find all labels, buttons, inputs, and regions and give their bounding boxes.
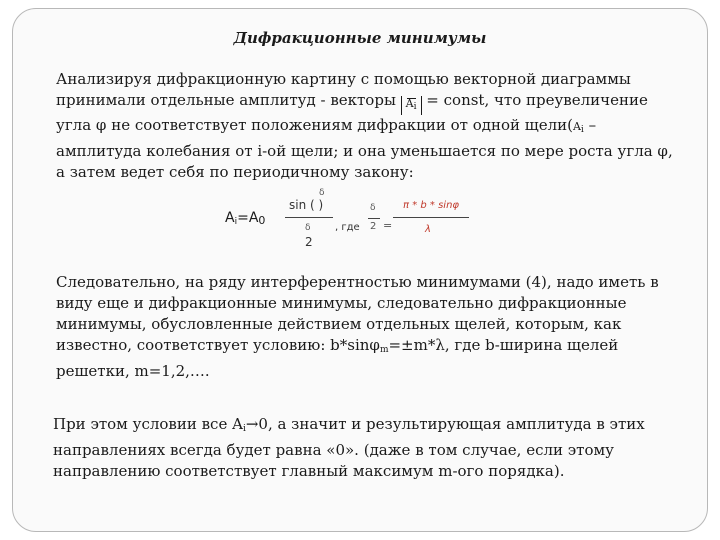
denominator-two: 2 xyxy=(305,235,313,249)
slide-title: Дифракционные минимумы xyxy=(233,29,487,47)
text-segment: угла φ не соответствует положениям дифракции от одной щели( xyxy=(56,116,573,134)
text-line xyxy=(56,115,673,141)
text-line: направлению соответствует главный максимум m-ого порядка). xyxy=(53,462,565,480)
lhs-zero-subscript: 0 xyxy=(258,214,266,227)
text-line: виду еще и дифракционные минимумы, следовательно дифракционные xyxy=(56,294,627,312)
fraction-bar xyxy=(285,217,333,218)
delta-symbol: δ xyxy=(305,223,311,233)
text-line: минимумы, обусловленные действием отдельных щелей, которым, как xyxy=(56,315,622,333)
lhs-equals: =A xyxy=(237,210,259,226)
text-segment: принимали отдельные амплитуд - векторы xyxy=(56,91,396,109)
delta-symbol: δ xyxy=(370,203,376,213)
text-line: амплитуда колебания от i-ой щели; и она уменьшается по мере роста угла φ, xyxy=(56,142,673,160)
vector-symbol: A xyxy=(405,97,414,110)
paragraph-diffraction-minima xyxy=(56,272,659,382)
text-segment: →0, а значит и результирующая амплитуда в этих xyxy=(245,415,645,433)
sin-function: sin ( ) xyxy=(289,198,324,212)
lhs-symbol: A xyxy=(225,210,235,226)
text-line: Следовательно, на ряду интерферентностью минимумами (4), надо иметь в xyxy=(56,273,659,291)
text-line xyxy=(56,90,673,115)
fraction-bar xyxy=(393,217,469,218)
paragraph-conclusion xyxy=(53,414,645,482)
vector-magnitude xyxy=(401,96,422,115)
equals-sign: = xyxy=(383,219,393,232)
text-line xyxy=(56,335,659,361)
numerator: π * b * sinφ xyxy=(403,200,460,211)
lambda-denominator: λ xyxy=(425,224,431,235)
text-segment: = const, что преувеличение xyxy=(426,91,648,109)
text-line: Анализируя дифракционную картину с помощью векторной диаграммы xyxy=(56,70,631,88)
paragraph-vector-diagram xyxy=(56,69,673,183)
text-segment: =±m*λ, где b-ширина щелей xyxy=(388,336,619,354)
fraction-bar xyxy=(368,218,380,219)
vector-subscript: i xyxy=(413,102,417,112)
i-subscript: i xyxy=(242,424,246,434)
where-label: , где xyxy=(335,222,360,233)
denominator-two: 2 xyxy=(370,221,377,232)
delta-symbol: δ xyxy=(319,188,325,198)
text-segment: известно, соответствует условию: b*sinφ xyxy=(56,336,380,354)
text-line: решетки, m=1,2,…. xyxy=(56,362,210,380)
lhs-subscript: i xyxy=(234,217,238,227)
formula-lhs xyxy=(225,210,265,227)
amplitude-subscript: i xyxy=(580,125,584,135)
text-line: направлениях всегда будет равна «0». (даже в том случае, если этому xyxy=(53,441,614,459)
amplitude-formula xyxy=(225,188,475,254)
amplitude-symbol: A xyxy=(572,120,581,133)
vector-bar xyxy=(407,98,416,99)
text-segment: – xyxy=(588,116,597,134)
text-segment: При этом условии все A xyxy=(53,415,243,433)
slide-frame xyxy=(12,8,708,532)
text-line: а затем ведет себя по периодичному закону: xyxy=(56,163,414,181)
text-line xyxy=(53,414,645,440)
m-subscript: m xyxy=(379,345,389,355)
